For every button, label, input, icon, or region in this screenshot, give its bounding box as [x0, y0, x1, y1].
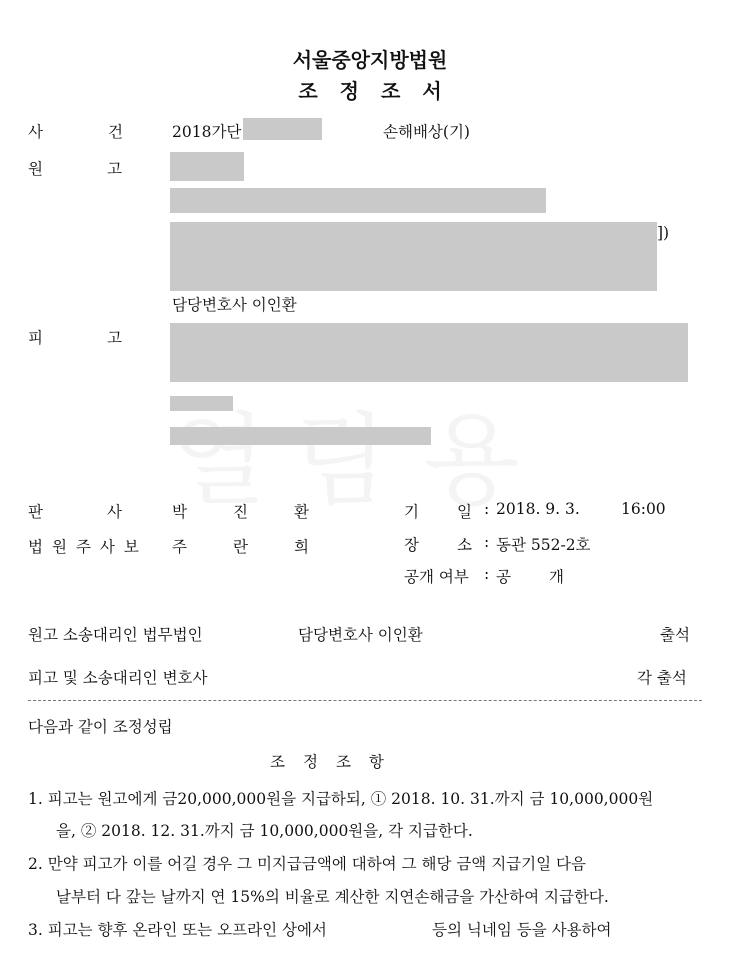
- clause-3-line-1-cont: 등의 닉네임 등을 사용하여: [432, 921, 612, 939]
- attendance-status: 각 출석: [637, 669, 687, 687]
- document-title: 조정조서: [298, 79, 464, 103]
- plaintiff-paren-fragment: ]): [657, 224, 670, 242]
- place-sep: :: [484, 533, 490, 551]
- public-sep: :: [484, 565, 490, 583]
- redaction: [170, 188, 546, 213]
- clause-2-line-1: 2. 만약 피고가 이를 어길 경우 그 미지급금액에 대하여 그 해당 금액 지급기일 다음: [28, 855, 586, 873]
- clerk-name: 주 란 희: [172, 538, 309, 556]
- attendance-left: 피고 및 소송대리인 변호사: [28, 669, 208, 687]
- intro-text: 다음과 같이 조정성립: [28, 718, 173, 736]
- defendant-label: 피 고: [28, 329, 122, 347]
- place-value: 동관 552-2호: [496, 536, 591, 554]
- redaction: [243, 118, 322, 140]
- redaction: [170, 222, 657, 291]
- divider: [28, 700, 702, 701]
- plaintiff-label: 원 고: [28, 160, 122, 178]
- attendance-left: 원고 소송대리인 법무법인: [28, 626, 203, 644]
- clause-3-line-1: 3. 피고는 향후 온라인 또는 오프라인 상에서: [28, 921, 327, 939]
- clause-1-line-2: 을, ② 2018. 12. 31.까지 금 10,000,000원을, 각 지급한다.: [56, 822, 473, 840]
- court-name: 서울중앙지방법원: [292, 48, 448, 72]
- public-value: 공 개: [496, 568, 564, 586]
- case-number: 2018가단: [172, 123, 242, 141]
- date-label: 기 일: [404, 503, 472, 521]
- date-value: 2018. 9. 3.: [496, 500, 580, 518]
- redaction: [170, 152, 244, 181]
- attendance-middle: 담당변호사 이인환: [298, 626, 423, 644]
- case-label: 사 건: [28, 123, 123, 141]
- redaction: [170, 396, 233, 411]
- judge-label: 판 사: [28, 503, 122, 521]
- date-sep: :: [484, 500, 490, 518]
- clauses-title: 조정조항: [270, 753, 402, 771]
- case-name: 손해배상(기): [383, 123, 470, 141]
- plaintiff-attorney: 담당변호사 이인환: [172, 296, 297, 314]
- redaction: [170, 323, 688, 382]
- judge-name: 박 진 환: [172, 503, 309, 521]
- attendance-status: 출석: [660, 626, 690, 644]
- clause-1-line-1: 1. 피고는 원고에게 금20,000,000원을 지급하되, ① 2018. 10. 31.까지 금 10,000,000원: [28, 790, 654, 808]
- clerk-label: 법원주사보: [28, 538, 148, 556]
- place-label: 장 소: [404, 536, 472, 554]
- clause-2-line-2: 날부터 다 갚는 날까지 연 15%의 비율로 계산한 지연손해금을 가산하여 지급한다.: [56, 888, 609, 906]
- date-time: 16:00: [621, 500, 666, 518]
- redaction: [170, 427, 431, 445]
- public-label: 공개 여부: [404, 568, 469, 586]
